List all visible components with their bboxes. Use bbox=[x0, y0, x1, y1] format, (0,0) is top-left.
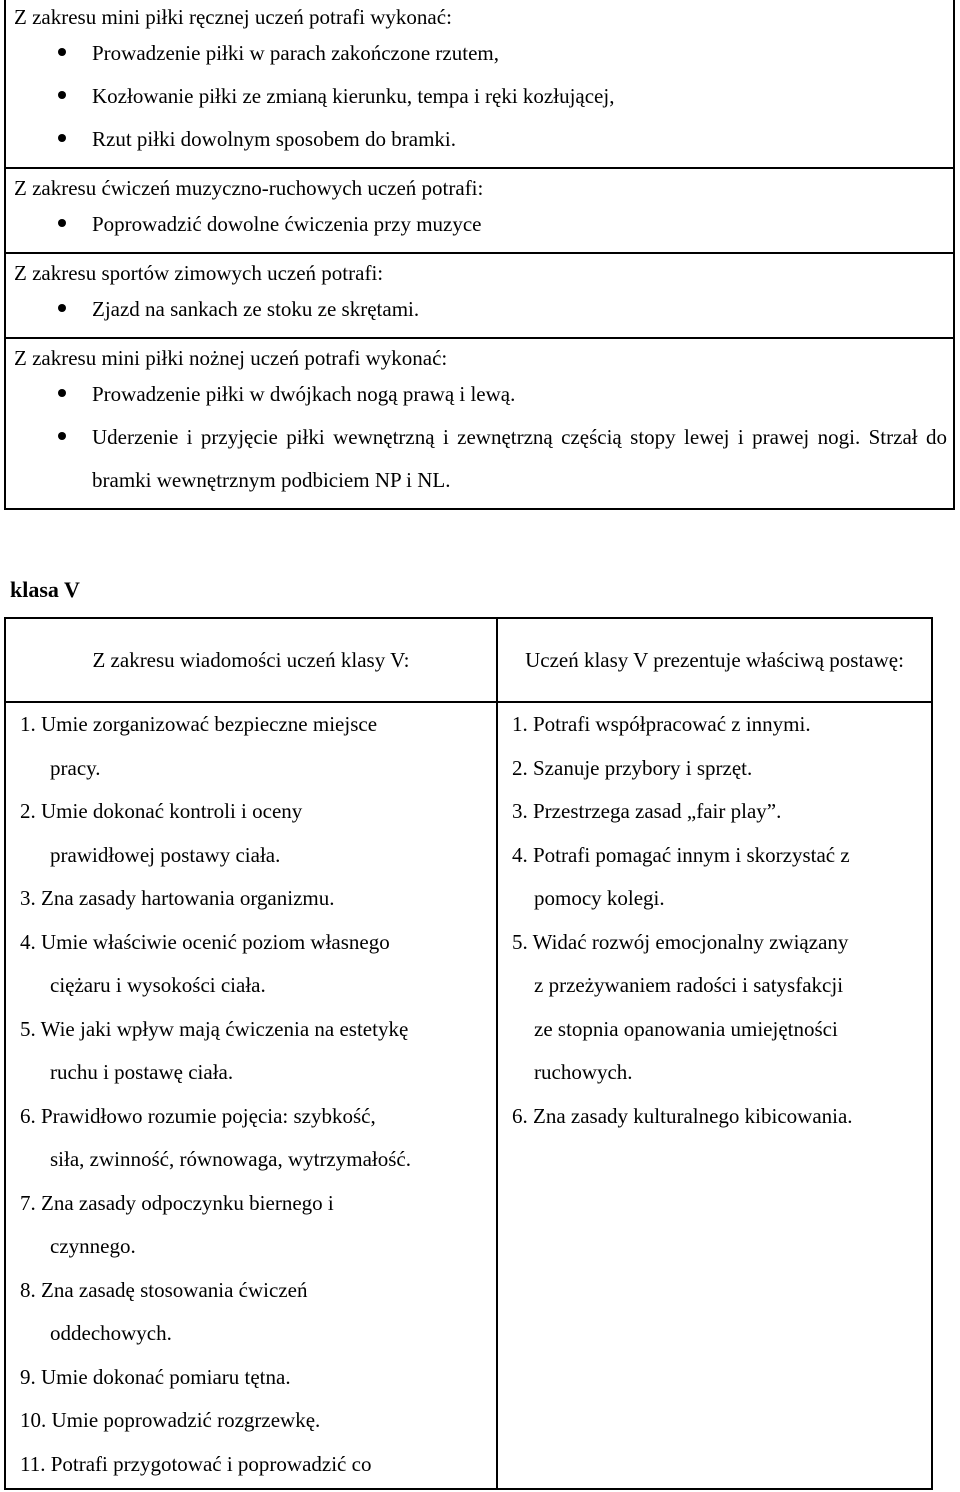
list-item: Kozłowanie piłki ze zmianą kierunku, tempa i ręki kozłującej, bbox=[14, 75, 953, 118]
section-heading-handball: Z zakresu mini piłki ręcznej uczeń potrafi wykonać: bbox=[14, 5, 452, 29]
attitude-list bbox=[512, 703, 931, 1138]
bullet-icon bbox=[58, 432, 66, 440]
section-heading-music: Z zakresu ćwiczeń muzyczno-ruchowych uczeń potrafi: bbox=[14, 176, 484, 200]
requirements-table-top bbox=[4, 0, 955, 510]
list-item: 3. Zna zasady hartowania organizmu. bbox=[20, 886, 335, 910]
bullet-list-music bbox=[14, 203, 953, 246]
requirements-table-class-v bbox=[4, 617, 933, 1490]
list-item: Zjazd na sankach ze stoku ze skrętami. bbox=[14, 288, 953, 331]
section-music bbox=[6, 167, 953, 252]
section-heading-football: Z zakresu mini piłki nożnej uczeń potrafi wykonać: bbox=[14, 346, 448, 370]
list-item: 10. Umie poprowadzić rozgrzewkę. bbox=[20, 1408, 321, 1432]
bullet-icon bbox=[58, 389, 66, 397]
section-football bbox=[6, 337, 953, 508]
list-item: Prowadzenie piłki w dwójkach nogą prawą i lewą. bbox=[14, 373, 953, 416]
list-item: 4. Umie właściwie ocenić poziom własnego ciężaru i wysokości ciała. bbox=[20, 929, 390, 997]
knowledge-list bbox=[20, 703, 496, 1486]
list-item: 2. Umie dokonać kontroli i oceny prawidłowej postawy ciała. bbox=[20, 799, 303, 867]
section-heading-winter: Z zakresu sportów zimowych uczeń potrafi: bbox=[14, 261, 384, 285]
list-item: Uderzenie i przyjęcie piłki wewnętrzną i zewnętrzną częścią stopy lewej i prawej nogi. Strzał do bramki wewnętrznym podbiciem NP i NL. bbox=[14, 416, 953, 502]
attitude-column bbox=[498, 703, 931, 1488]
bullet-icon bbox=[58, 134, 66, 142]
bullet-list-winter bbox=[14, 288, 953, 331]
bullet-icon bbox=[58, 219, 66, 227]
list-item: 5. Widać rozwój emocjonalny związany z przeżywaniem radości i satysfakcji ze stopnia opanowania umiejętności ruchowych. bbox=[512, 929, 849, 1084]
table-header-attitude: Uczeń klasy V prezentuje właściwą postawę: bbox=[498, 619, 931, 703]
list-item: 6. Prawidłowo rozumie pojęcia: szybkość, siła, zwinność, równowaga, wytrzymałość. bbox=[20, 1103, 411, 1171]
bullet-icon bbox=[58, 48, 66, 56]
bullet-list-handball bbox=[14, 32, 953, 161]
list-item: Prowadzenie piłki w parach zakończone rzutem, bbox=[14, 32, 953, 75]
bullet-list-football bbox=[14, 373, 953, 502]
knowledge-column bbox=[6, 703, 498, 1488]
list-item: Rzut piłki dowolnym sposobem do bramki. bbox=[14, 118, 953, 161]
list-item: 5. Wie jaki wpływ mają ćwiczenia na estetykę ruchu i postawę ciała. bbox=[20, 1016, 409, 1084]
list-item: Poprowadzić dowolne ćwiczenia przy muzyce bbox=[14, 203, 953, 246]
section-winter bbox=[6, 252, 953, 337]
list-item: 3. Przestrzega zasad „fair play”. bbox=[512, 799, 782, 823]
bullet-icon bbox=[58, 91, 66, 99]
list-item: 8. Zna zasadę stosowania ćwiczeń oddechowych. bbox=[20, 1277, 308, 1345]
class-title: klasa V bbox=[10, 577, 80, 602]
list-item: 9. Umie dokonać pomiaru tętna. bbox=[20, 1364, 291, 1389]
bullet-icon bbox=[58, 304, 66, 312]
list-item: 1. Potrafi współpracować z innymi. bbox=[512, 712, 811, 736]
list-item: 6. Zna zasady kulturalnego kibicowania. bbox=[512, 1103, 853, 1128]
table-header-knowledge: Z zakresu wiadomości uczeń klasy V: bbox=[6, 619, 498, 703]
list-item: 1. Umie zorganizować bezpieczne miejsce pracy. bbox=[20, 712, 378, 780]
list-item: 11. Potrafi przygotować i poprowadzić co bbox=[20, 1451, 372, 1476]
section-handball bbox=[6, 0, 953, 167]
list-item: 2. Szanuje przybory i sprzęt. bbox=[512, 755, 753, 780]
list-item: 4. Potrafi pomagać innym i skorzystać z pomocy kolegi. bbox=[512, 842, 850, 910]
list-item: 7. Zna zasady odpoczynku biernego i czynnego. bbox=[20, 1190, 334, 1258]
